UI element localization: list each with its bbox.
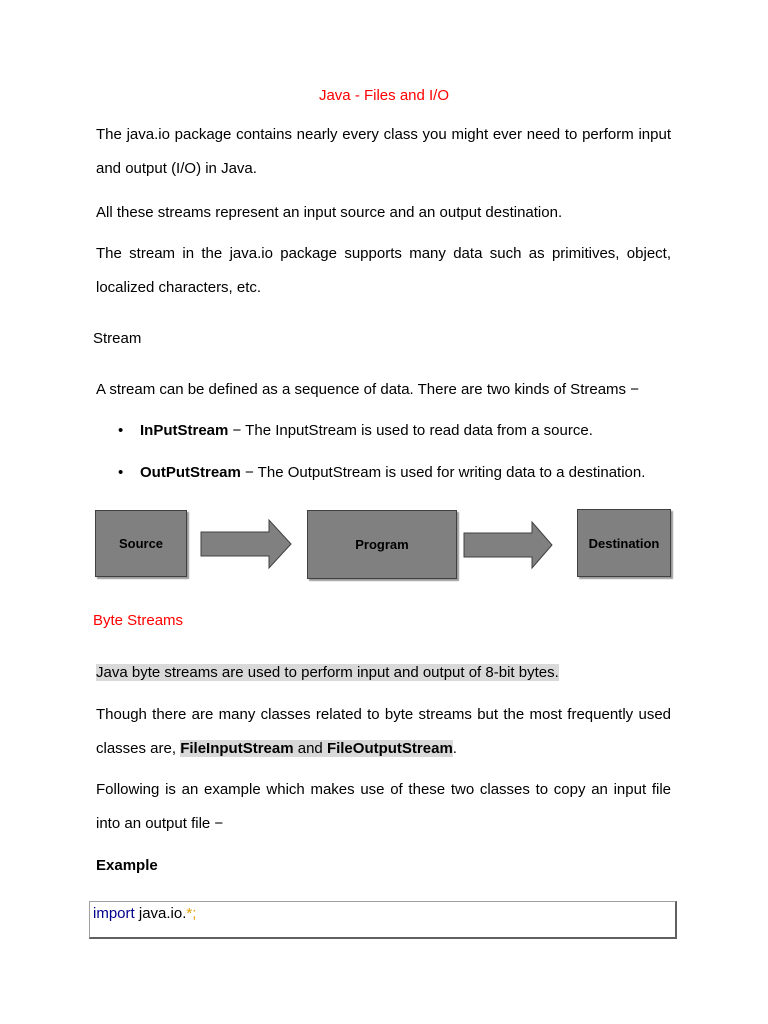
paragraph-text: Though there are many classes related to byte streams but the most frequently used classes are, bbox=[96, 706, 671, 757]
conjunction: and bbox=[293, 740, 327, 757]
diagram-source-box: Source bbox=[95, 510, 187, 577]
byte-streams-paragraph-2 bbox=[96, 698, 671, 766]
highlighted-text: Java byte streams are used to perform input and output of 8-bit bytes. bbox=[96, 664, 559, 681]
stream-heading: Stream bbox=[93, 330, 142, 347]
diagram-destination-box: Destination bbox=[577, 509, 671, 577]
stream-description: A stream can be defined as a sequence of data. There are two kinds of Streams − bbox=[96, 381, 639, 398]
code-keyword: import bbox=[93, 905, 135, 922]
code-block bbox=[89, 901, 677, 939]
intro-paragraph-3: The stream in the java.io package supports many data such as primitives, object, localized characters, etc. bbox=[96, 245, 671, 296]
byte-streams-paragraph-1 bbox=[96, 663, 559, 683]
intro-paragraph-1: The java.io package contains nearly every class you might ever need to perform input and output (I/O) in Java. bbox=[96, 126, 671, 177]
diagram-program-box: Program bbox=[307, 510, 457, 579]
byte-streams-heading: Byte Streams bbox=[93, 612, 184, 629]
bullet-outputstream bbox=[118, 463, 645, 483]
class-fileinputstream: FileInputStream bbox=[180, 740, 294, 757]
highlighted-class-names bbox=[180, 740, 453, 757]
class-fileoutputstream: FileOutputStream bbox=[326, 740, 453, 757]
bullet-term: OutPutStream bbox=[140, 464, 241, 481]
code-wildcard: *; bbox=[186, 905, 197, 922]
intro-paragraph-2: All these streams represent an input source and an output destination. bbox=[96, 204, 563, 221]
byte-streams-paragraph-3: Following is an example which makes use of these two classes to copy an input file into an output file − bbox=[96, 781, 671, 832]
bullet-icon: • bbox=[118, 422, 124, 439]
bullet-desc: − The InputStream is used to read data from a source. bbox=[228, 422, 593, 439]
right-arrow-icon bbox=[199, 518, 293, 570]
bullet-icon: • bbox=[118, 464, 124, 481]
bullet-desc: − The OutputStream is used for writing data to a destination. bbox=[240, 464, 646, 481]
period: . bbox=[452, 740, 457, 757]
example-label: Example bbox=[96, 857, 158, 874]
page-title: Java - Files and I/O bbox=[318, 87, 450, 104]
bullet-term: InPutStream bbox=[140, 422, 229, 439]
right-arrow-icon bbox=[462, 520, 554, 570]
code-package: java.io. bbox=[134, 905, 187, 922]
bullet-inputstream bbox=[118, 421, 593, 441]
